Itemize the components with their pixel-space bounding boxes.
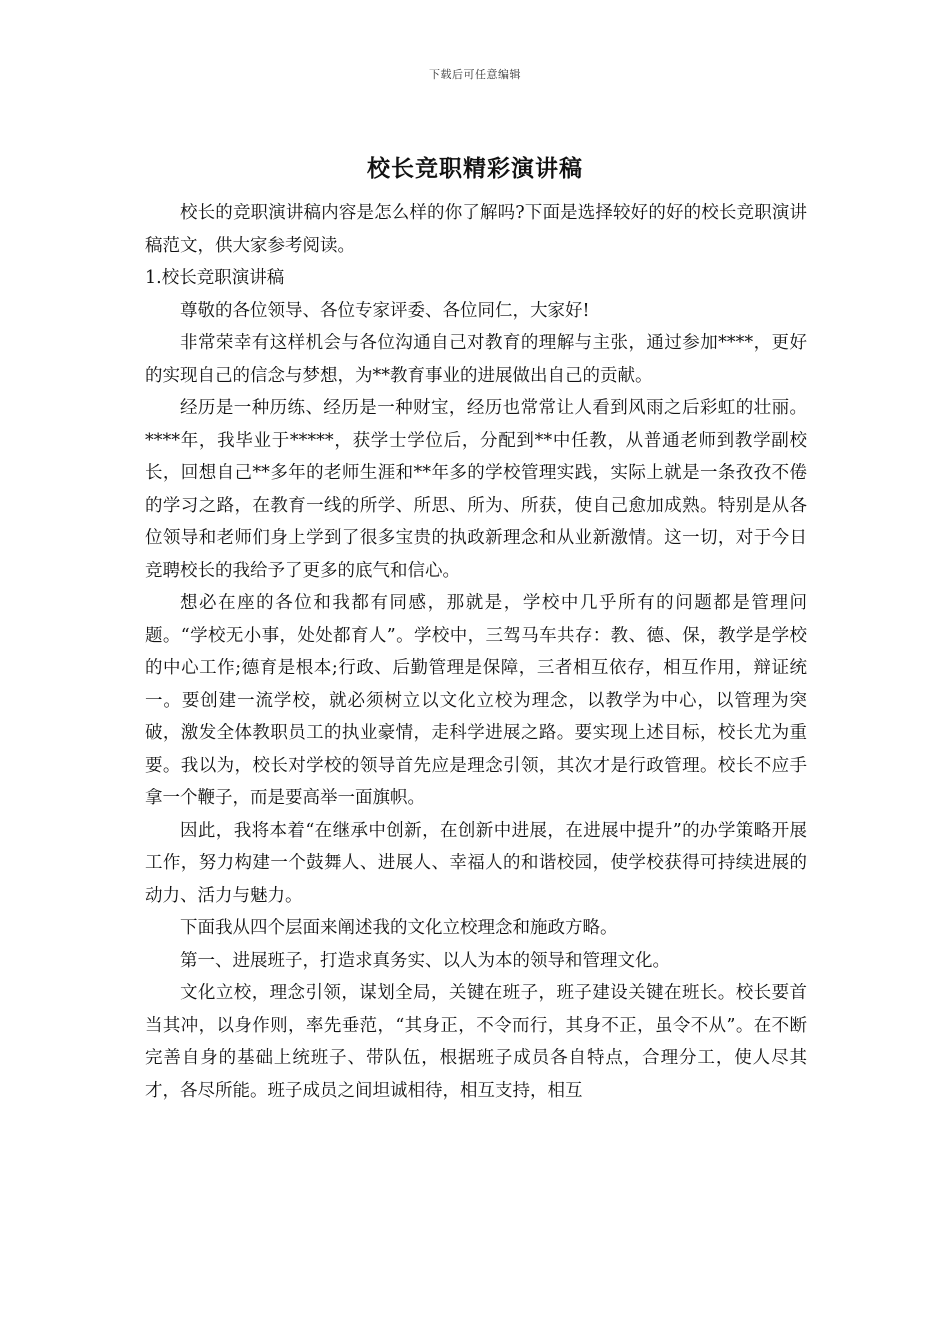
section-heading: 1.校长竞职演讲稿 <box>145 268 285 288</box>
paragraph: 下面我从四个层面来阐述我的文化立校理念和施政方略。 <box>180 918 618 938</box>
paragraph: 非常荣幸有这样机会与各位沟通自己对教育的理解与主张，通过参加****，更好的实现自己的信念与梦想，为**教育事业的进展做出自己的贡献。 <box>145 333 807 386</box>
paragraph-greeting: 尊敬的各位领导、各位专家评委、各位同仁，大家好! <box>180 300 590 321</box>
paragraph: 文化立校，理念引领，谋划全局，关键在班子，班子建设关键在班长。校长要首当其冲，以身作则，率先垂范，“其身正，不令而行，其身不正，虽令不从”。在不断完善自身的基础上统班子、带队伍，根据班子成员各自特点，合理分工，使人尽其才，各尽所能。班子成员之间坦诚相待，相互支持，相互 <box>145 983 807 1101</box>
paragraph-intro: 校长的竞职演讲稿内容是怎么样的你了解吗?下面是选择较好的好的校长竞职演讲稿范文，供大家参考阅读。 <box>145 203 807 256</box>
paragraph: 因此，我将本着“在继承中创新，在创新中进展，在进展中提升”的办学策略开展工作，努力构建一个鼓舞人、进展人、幸福人的和谐校园，使学校获得可持续进展的动力、活力与魅力。 <box>145 820 807 906</box>
document-title: 校长竞职精彩演讲稿 <box>367 155 583 182</box>
paragraph: 想必在座的各位和我都有同感，那就是，学校中几乎所有的问题都是管理问题。“学校无小事，处处都育人”。学校中，三驾马车共存：教、德、保，教学是学校的中心工作;德育是根本;行政、后勤管理是保障，三者相互依存，相互作用，辩证统一。要创建一流学校，就必须树立以文化立校为理念，以教学为中心，以管理为突破，激发全体教职员工的执业豪情，走科学进展之路。要实现上述目标，校长尤为重要。我以为，校长对学校的领导首先应是理念引领，其次才是行政管理。校长不应手拿一个鞭子，而是要高举一面旗帜。 <box>145 593 807 808</box>
paragraph: 经历是一种历练、经历是一种财宝，经历也常常让人看到风雨之后彩虹的壮丽。****年，我毕业于*****，获学士学位后，分配到**中任教，从普通老师到教学副校长，回想自己**多年的老师生涯和**年多的学校管理实践，实际上就是一条孜孜不倦的学习之路，在教育一线的所学、所思、所为、所获，使自己愈加成熟。特别是从各位领导和老师们身上学到了很多宝贵的执政新理念和从业新激情。这一切，对于今日竞聘校长的我给予了更多的底气和信心。 <box>145 398 807 581</box>
document-body <box>145 197 807 1107</box>
paragraph: 第一、进展班子，打造求真务实、以人为本的领导和管理文化。 <box>180 950 670 971</box>
page-header-note: 下载后可任意编辑 <box>429 68 521 81</box>
